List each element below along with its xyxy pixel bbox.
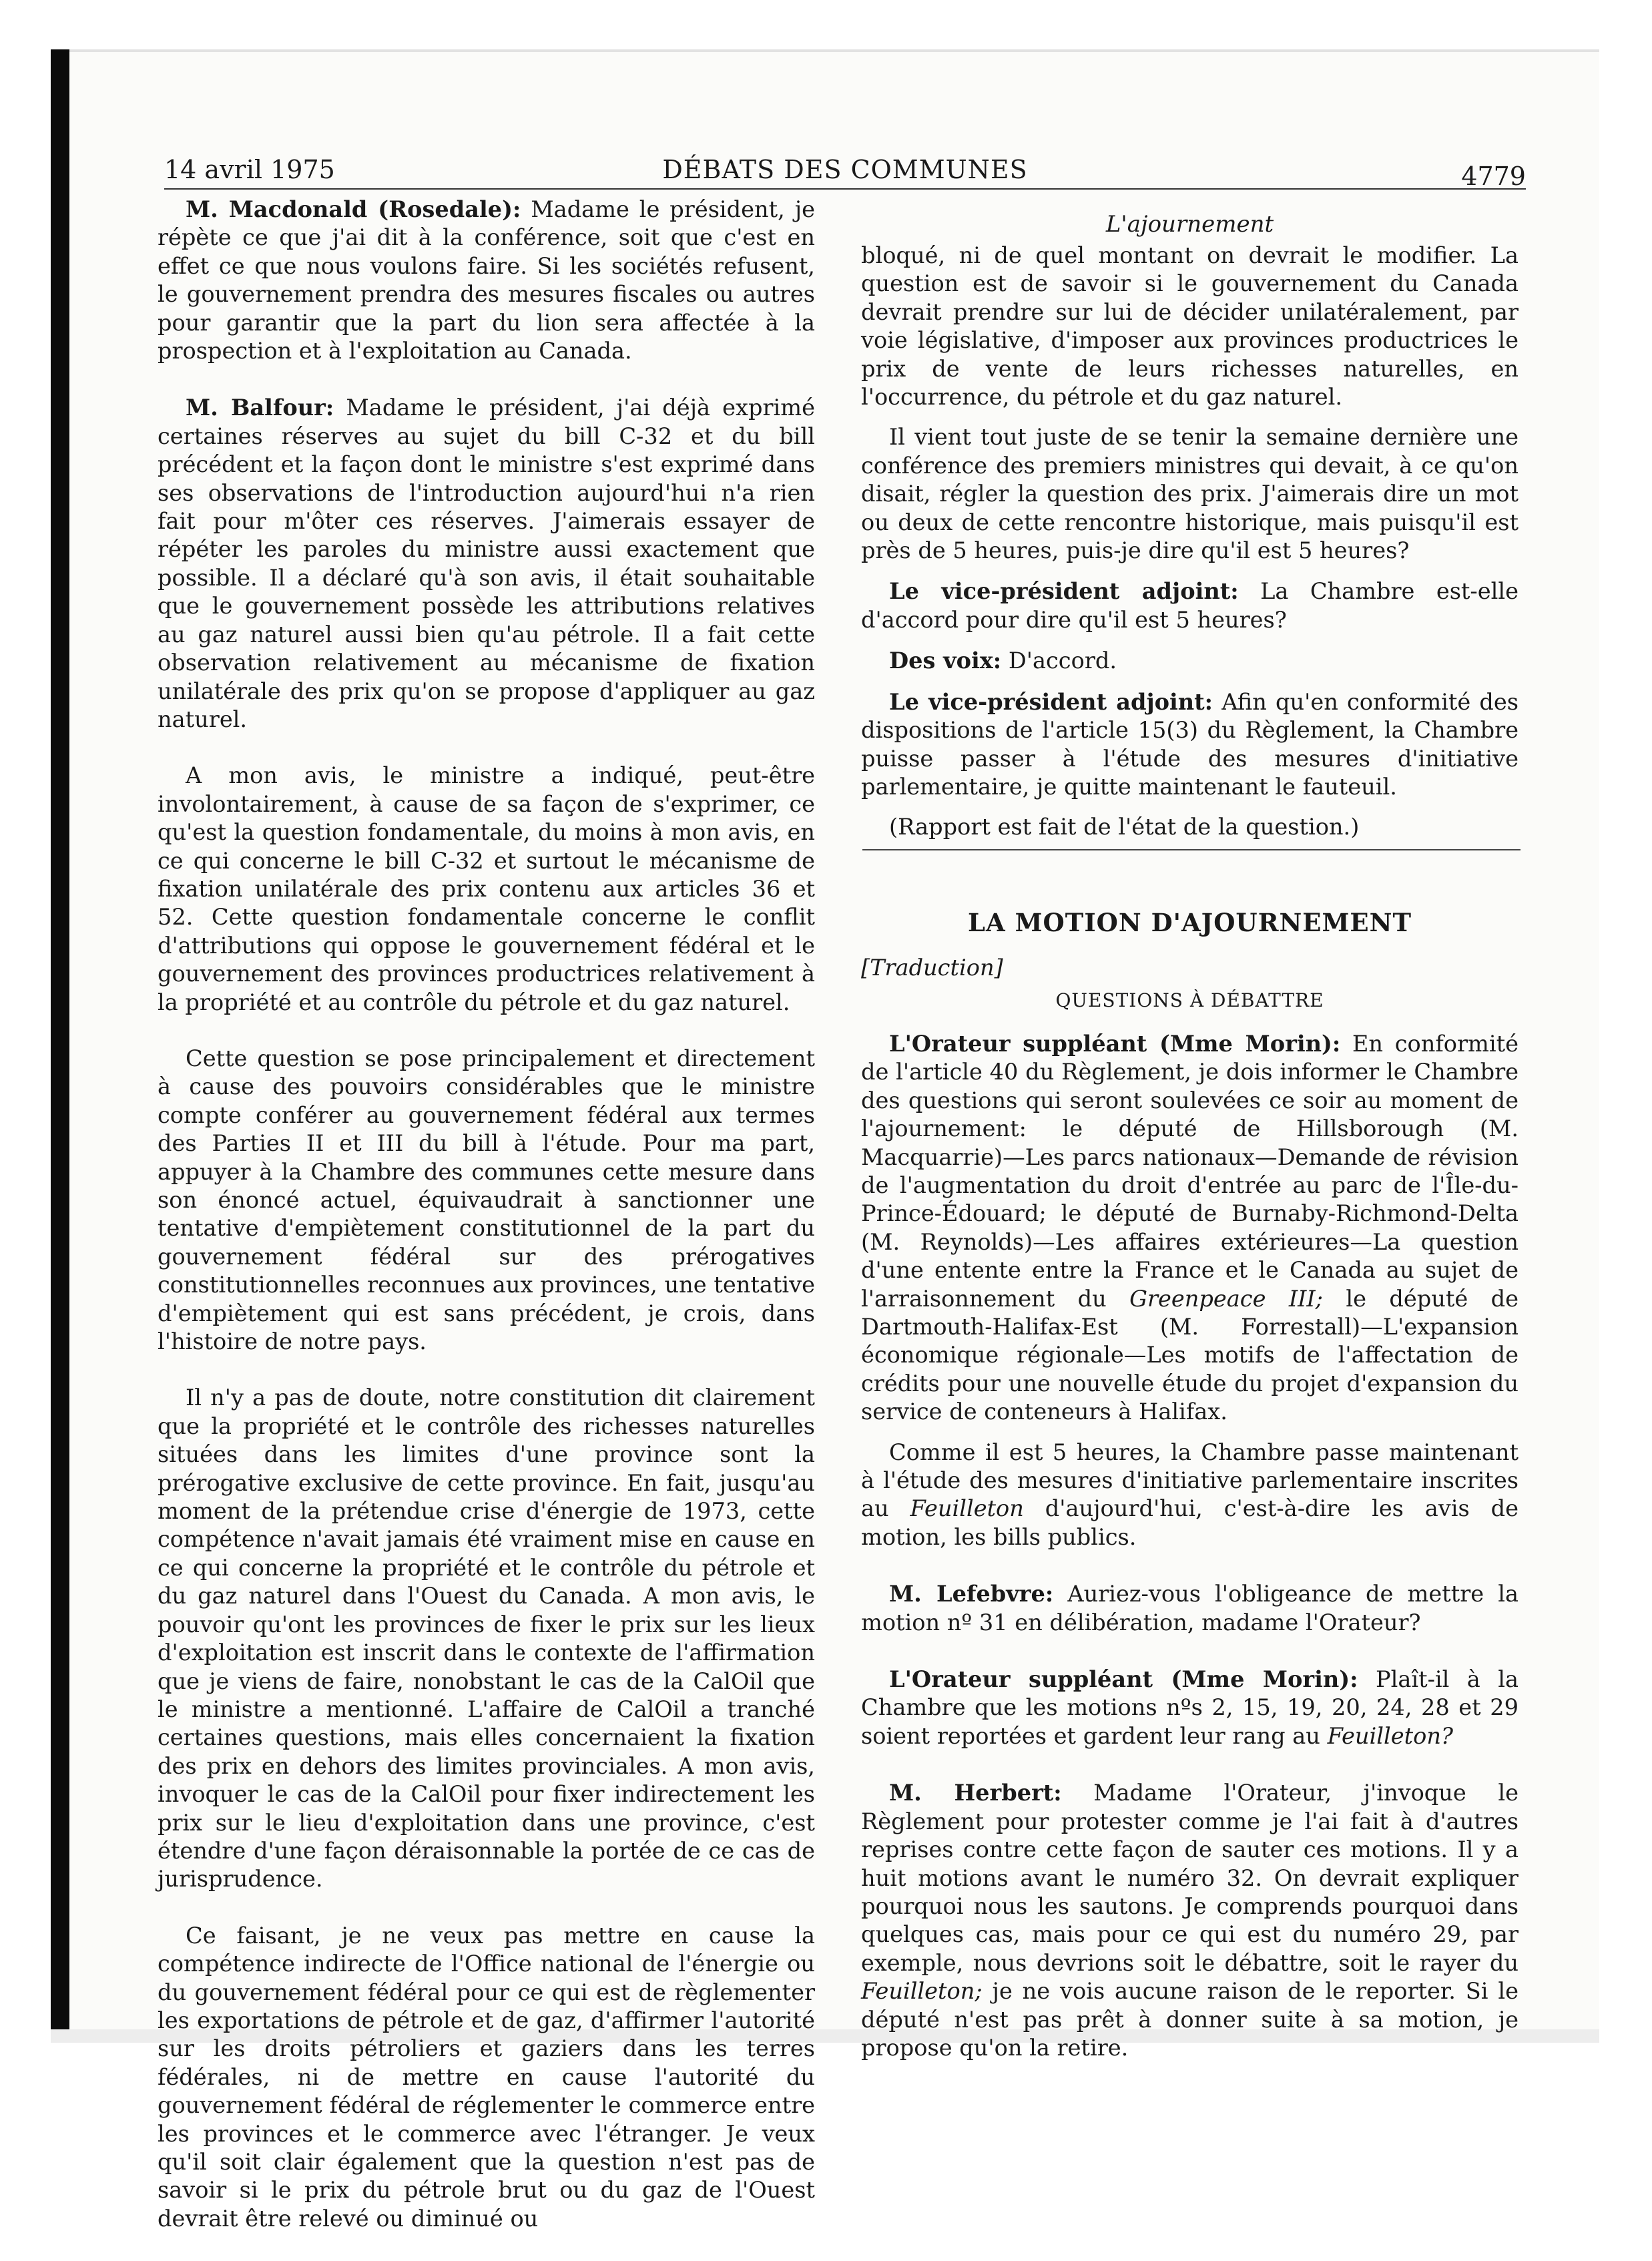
paragraph-text: Cette question se pose principalement et directement à cause des pouvoirs considérables que le ministre compte conférer au gouvernement fédéral aux termes des Parties II et III du bill à l'étude. Pour ma part, appuyer à la Chambre des communes cette mesure dans son énoncé actuel, équivaudrait à sanctionner une tentative d'empiètement constitutionnel de la part du gouvernement fédéral sur des prérogatives constitutionnelles reconnues aux provinces, une tentative d'empiètement qui est sans précédent, je crois, dans l'histoire de notre pays. xyxy=(158,1045,815,1355)
speaker-name: Des voix: xyxy=(889,647,1002,674)
paragraph-text: Afin qu'en conformité des dispositions de l'article 15(3) du Règlement, la Chambre puisse passer à l'étude des mesures d'initiative parlementaire, je quitte maintenant le fauteuil. xyxy=(861,688,1519,800)
paragraph xyxy=(861,577,1519,634)
paragraph xyxy=(861,1778,1519,2062)
italic-text: Feuilleton? xyxy=(1327,1722,1453,1749)
running-head: L'ajournement xyxy=(1105,211,1274,238)
paragraph xyxy=(861,646,1519,675)
italic-text: Greenpeace III; xyxy=(1129,1285,1323,1312)
paragraph-text: bloqué, ni de quel montant on devrait le modifier. La question est de savoir si le gouvernement du Canada devrait prendre sur lui de décider unilatéralement, par voie législative, d'imposer aux provinces productrices le prix de vente de leurs richesses naturelles, en l'occurrence, du pétrole et du gaz naturel. xyxy=(861,242,1519,411)
speaker-name: M. Herbert: xyxy=(889,1779,1062,1806)
paragraph xyxy=(861,1439,1519,1552)
paragraph-text: (Rapport est fait de l'état de la question.) xyxy=(889,814,1360,840)
speaker-name: M. Lefebvre: xyxy=(889,1580,1054,1607)
paragraph-text: Auriez-vous l'obligeance de mettre la motion nº 31 en délibération, madame l'Orateur? xyxy=(861,1581,1519,1636)
paragraph-text: A mon avis, le ministre a indiqué, peut-être involontairement, à cause de sa façon de s'exprimer, ce qu'est la question fondamentale, du moins à mon avis, en ce qui concerne le bill C-32 et surtout le mécanisme de fixation unilatérale des prix contenu aux articles 36 et 52. Cette question fondamentale concerne le conflit d'attributions qui oppose le gouvernement fédéral et le gouvernement des provinces productrices relativement à la propriété et au contrôle du pétrole et du gaz naturel. xyxy=(158,762,815,1015)
italic-text: Feuilleton; xyxy=(861,1978,983,2005)
section-divider xyxy=(862,849,1521,850)
paragraph xyxy=(861,813,1519,841)
paragraph-text: Madame le président, je répète ce que j'ai dit à la conférence, soit que c'est en effet ce que nous voulons faire. Si les sociétés refusent, le gouvernement prendra des mesures fiscales ou autres pour garantir que la part du lion sera affectée à la prospection et à l'exploitation au Canada. xyxy=(158,196,815,364)
paragraph-text: Madame le président, j'ai déjà exprimé certaines réserves au sujet du bill C-32 et du bill précédent et la façon dont le ministre s'est exprimé dans ses observations de l'introduction aujourd'hui n'a rien fait pour m'ôter ces réserves. J'aimerais essayer de répéter les paroles du ministre aussi exactement que possible. Il a déclaré qu'à son avis, il était souhaitable que le gouvernement possède les attributions relatives au gaz naturel aussi bien qu'au pétrole. Il a fait cette observation relativement au mécanisme de fixation unilatérale des prix qu'on se propose d'appliquer au gaz naturel. xyxy=(158,395,815,732)
paragraph-text: Madame l'Orateur, j'invoque le Règlement pour protester comme je l'ai fait à d'autres reprises contre cette façon de sauter ces motions. Il y a huit motions avant le numéro 32. On devrait expliquer pourquoi nous les sautons. Je comprends pourquoi dans quelques cas, mais pour ce qui est du numéro 29, par exemple, nous devrions soit le débattre, soit le rayer du xyxy=(861,1780,1519,1976)
speaker-name: M. Macdonald (Rosedale): xyxy=(186,196,521,222)
page-header xyxy=(164,155,1526,191)
speaker-name: M. Balfour: xyxy=(186,394,334,421)
speaker-name: Le vice-président adjoint: xyxy=(889,688,1213,715)
paragraph-text: En conformité de l'article 40 du Règlement, je dois informer le Chambre des questions qui seront soulevées ce soir au moment de l'ajournement: le député de Hillsborough (M. Macquarrie)—Les parcs nationaux—Demande de révision de l'augmentation du droit d'entrée au parc de l'Île-du-Prince-Édouard; le député de Burnaby-Richmond-Delta (M. Reynolds)—Les affaires extérieures—La question d'une entente entre la France et le Canada au sujet de l'arraisonnement du xyxy=(861,1030,1519,1312)
paragraph xyxy=(158,1045,815,1356)
paragraph xyxy=(861,423,1519,565)
scan-border-left xyxy=(51,49,69,2043)
section-title: LA MOTION D'AJOURNEMENT xyxy=(968,907,1412,937)
paragraph-text: Ce faisant, je ne veux pas mettre en cause la compétence indirecte de l'Office national de l'énergie ou du gouvernement fédéral pour ce qui est de règlementer les exportations de pétrole et de gaz, d'affirmer l'autorité sur les droits pétroliers et gaziers dans les terres fédérales, ni de mettre en cause l'autorité du gouvernement fédéral de réglementer le commerce entre les provinces et le commerce avec l'étranger. Je veux qu'il soit clair également que la question n'est pas de savoir si le prix du pétrole brut ou du gaz de l'Ouest devrait être relevé ou diminué ou xyxy=(158,1922,815,2232)
speaker-name: L'Orateur suppléant (Mme Morin): xyxy=(889,1666,1358,1693)
paragraph-text: le député de Dartmouth-Halifax-Est (M. Forrestall)—L'expansion économique régionale—Les motifs de l'affectation de crédits pour une nouvelle étude du projet d'expansion du service de conteneurs à Halifax. xyxy=(861,1285,1519,1425)
paragraph xyxy=(861,1029,1519,1427)
left-column xyxy=(158,195,815,2261)
speaker-name: L'Orateur suppléant (Mme Morin): xyxy=(889,1029,1341,1057)
paragraph xyxy=(861,242,1519,411)
right-column xyxy=(861,212,1519,2090)
translation-note: [Traduction] xyxy=(861,955,1003,981)
paragraph-text: d'aujourd'hui, c'est-à-dire les avis de motion, les bills publics. xyxy=(861,1495,1519,1550)
paragraph xyxy=(158,1922,815,2233)
paragraph xyxy=(861,1579,1519,1637)
paragraph xyxy=(158,393,815,734)
italic-text: Feuilleton xyxy=(910,1495,1024,1522)
paragraph-text: D'accord. xyxy=(1001,648,1117,674)
paragraph-text: je ne vois aucune raison de le reporter. Si le député n'est pas prêt à donner suite à sa motion, je propose qu'on la retire. xyxy=(861,1978,1519,2061)
paragraph xyxy=(158,762,815,1017)
paragraph-text: Il n'y a pas de doute, notre constitution dit clairement que la propriété et le contrôle des richesses naturelles situées dans les limites d'une province sont la prérogative exclusive de cette province. En fait, jusqu'au moment de la prétendue crise d'énergie de 1973, cette compétence n'avait jamais été vraiment mise en cause en ce qui concerne la propriété et le contrôle du pétrole et du gaz naturel dans l'Ouest du Canada. A mon avis, le pouvoir qu'ont les provinces de fixer le prix sur les lieux d'exploitation est inscrit dans le contexte de l'affirmation que je viens de faire, nonobstant le cas de la CalOil que le ministre a mentionné. L'affaire de CalOil a tranché certaines questions, mais elles concernaient la fixation des prix en dehors des limites provinciales. A mon avis, invoquer le cas de la CalOil pour fixer indirectement les prix sur le lieu d'exploitation dans une province, c'est étendre d'une façon déraisonnable la portée de ce cas de jurisprudence. xyxy=(158,1385,815,1893)
section-subheading: QUESTIONS À DÉBATTRE xyxy=(1055,989,1324,1011)
paragraph xyxy=(861,1665,1519,1750)
paragraph-text: Il vient tout juste de se tenir la semaine dernière une conférence des premiers ministres qui devait, à ce qu'on disait, régler la question des prix. J'aimerais dire un mot ou deux de cette rencontre historique, mais puisqu'il est près de 5 heures, puis-je dire qu'il est 5 heures? xyxy=(861,424,1519,564)
paragraph xyxy=(158,195,815,365)
paragraph xyxy=(861,688,1519,802)
header-rule xyxy=(164,188,1526,190)
header-date: 14 avril 1975 xyxy=(164,155,335,184)
paragraph-text: La Chambre est-elle d'accord pour dire qu'il est 5 heures? xyxy=(861,578,1519,633)
paragraph xyxy=(158,1384,815,1893)
paragraph-text: Comme il est 5 heures, la Chambre passe maintenant à l'étude des mesures d'initiative parlementaire inscrites au xyxy=(861,1439,1519,1522)
paragraph-text: Plaît-il à la Chambre que les motions nºs 2, 15, 19, 20, 24, 28 et 29 soient reportées et gardent leur rang au xyxy=(861,1666,1519,1749)
speaker-name: Le vice-président adjoint: xyxy=(889,577,1239,605)
page-number: 4779 xyxy=(1461,162,1526,191)
header-title: DÉBATS DES COMMUNES xyxy=(662,155,1028,184)
